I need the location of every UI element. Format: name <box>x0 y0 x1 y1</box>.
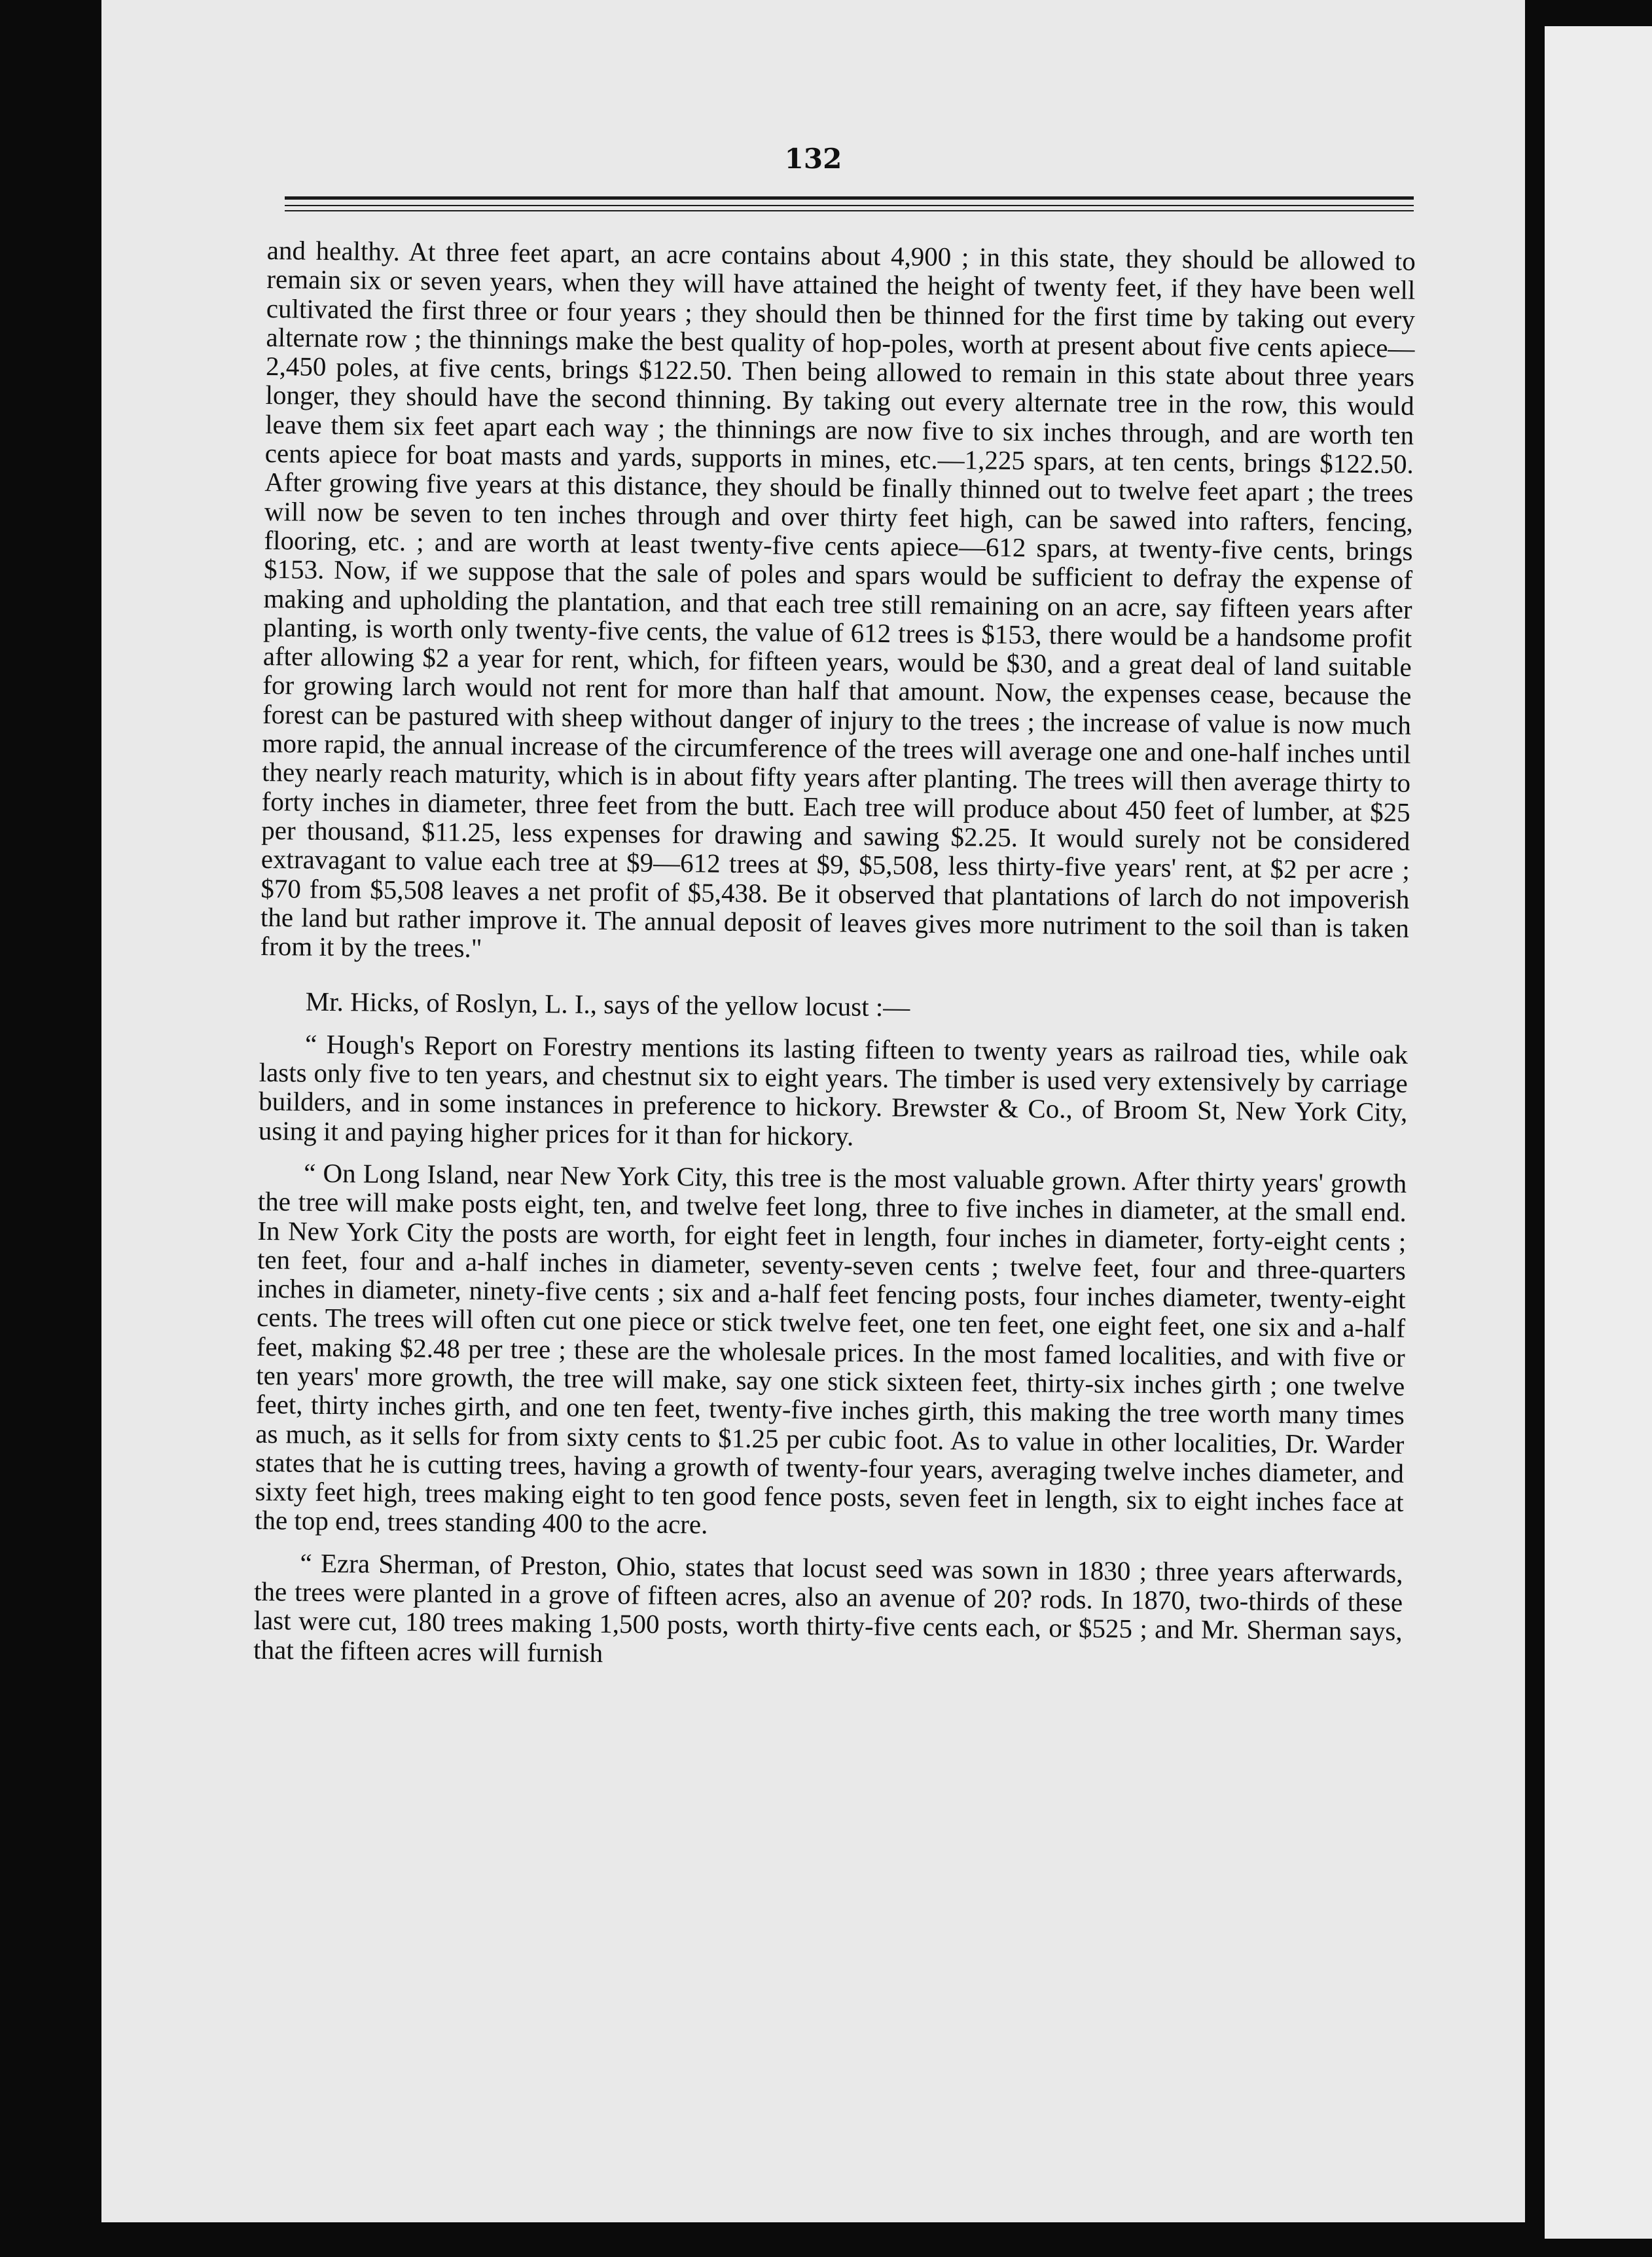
page-number: 132 <box>784 143 842 175</box>
paragraph-long-island: “ On Long Island, near New York City, this tree is the most valuable grown. After thirty years' growth the tree will make posts eight, ten, and twelve feet long, three to five inches in diameter, at the small end. In New York City the posts are worth, for eight feet in length, four inches in diameter, forty-eight cents ; ten feet, four and a-half inches in diameter, seventy-seven cents ; twelve feet, four and three-quarters inches in diameter, ninety-five cents ; six and a-half feet fencing posts, four inches diameter, twenty-eight cents. The trees will often cut one piece or stick twelve feet, one ten feet, one eight feet, one six and a-half feet, making $2.48 per tree ; these are the wholesale prices. In the most famed localities, and with five or ten years' more growth, the tree will make, say one stick sixteen feet, thirty-six inches girth ; one twelve feet, thirty inches girth, and one ten feet, twenty-five inches girth, this making the tree worth many times as much, as it sells for from sixty cents to $1.25 per cubic foot. As to value in other localities, Dr. Warder states that he is cutting trees, having a growth of twenty-four years, averaging twelve inches diameter, and sixty feet high, trees making eight to ten good fence posts, seven feet in length, six to eight inches face at the top end, trees standing 400 to the acre. <box>254 1157 1407 1540</box>
paragraph-larch-plantation: and healthy. At three feet apart, an acre contains about 4,900 ; in this state, they should be allowed to remain six or seven years, when they will have attained the height of twenty feet, if they have been well cultivated the first three or four years ; they should then be thinned for the first time by taking out every alternate row ; the thinnings make the best quality of hop-poles, worth at present about five cents apiece—2,450 poles, at five cents, brings $122.50. Then being allowed to remain in this state about three years longer, they should have the second thinning. By taking out every alternate tree in the row, this would leave them six feet apart each way ; the thinnings are now five to six inches through, and are worth ten cents apiece for boat masts and yards, supports in mines, etc.—1,225 spars, at ten cents, brings $122.50. After growing five years at this distance, they should be finally thinned out to twelve feet apart ; the trees will now be seven to ten inches through and over thirty feet high, can be sawed into rafters, fencing, flooring, etc. ; and are worth at least twenty-five cents apiece—612 spars, at twenty-five cents, brings $153. Now, if we suppose that the sale of poles and spars would be sufficient to defray the expense of making and upholding the plantation, and that each tree still remaining on an acre, say fifteen years after planting, is worth only twenty-five cents, the value of 612 trees is $153, there would be a handsome profit after allowing $2 a year for rent, which, for fifteen years, would be $30, and a great deal of land suitable for growing larch would not rent for more than half that amount. Now, the expenses cease, because the forest can be pastured with sheep without danger of injury to the trees ; the increase of value is now much more rapid, the annual increase of the circumference of the trees will average one and one-half inches until they nearly reach maturity, which is in about fifty years after planting. The trees will then average thirty to forty inches in diameter, three feet from the butt. Each tree will produce about 450 feet of lumber, at $25 per thousand, $11.25, less expenses for drawing and sawing $2.25. It would surely not be considered extravagant to value each tree at $9—612 trees at $9, $5,508, less thirty-five years' rent, at $2 per acre ; $70 from $5,508 leaves a net profit of $5,438. Be it observed that plantations of larch do not impoverish the land but rather improve it. The annual deposit of leaves gives more nutriment to the soil than is taken from it by the trees." <box>260 235 1416 964</box>
paragraph-hicks-intro: Mr. Hicks, of Roslyn, L. I., says of the yellow locust :— <box>305 986 910 1022</box>
header-rule-thick <box>285 196 1414 200</box>
header-rule-thin <box>285 205 1414 206</box>
body-text <box>253 236 1416 1675</box>
paragraph-ezra-sherman: “ Ezra Sherman, of Preston, Ohio, states that locust seed was sown in 1830 ; three years afterwards, the trees were planted in a grove of fifteen acres, also an avenue of 20? rods. In 1870, two-thirds of these last were cut, 180 trees making 1,500 posts, worth thirty-five cents each, or $525 ; and Mr. Sherman says, that the fifteen acres will furnish <box>253 1547 1403 1668</box>
paragraph-hough-report: “ Hough's Report on Forestry mentions its lasting fifteen to twenty years as railroad ties, while oak lasts only five to ten years, and chestnut six to eight years. The timber is used very extensively by carriage builders, and in some instances in preference to hickory. Brewster & Co., of Broom St, New York City, using it and paying higher prices for it than for hickory. <box>258 1028 1409 1151</box>
header-rule-thin-second <box>285 210 1414 211</box>
adjacent-page-edge <box>1545 26 1652 2239</box>
